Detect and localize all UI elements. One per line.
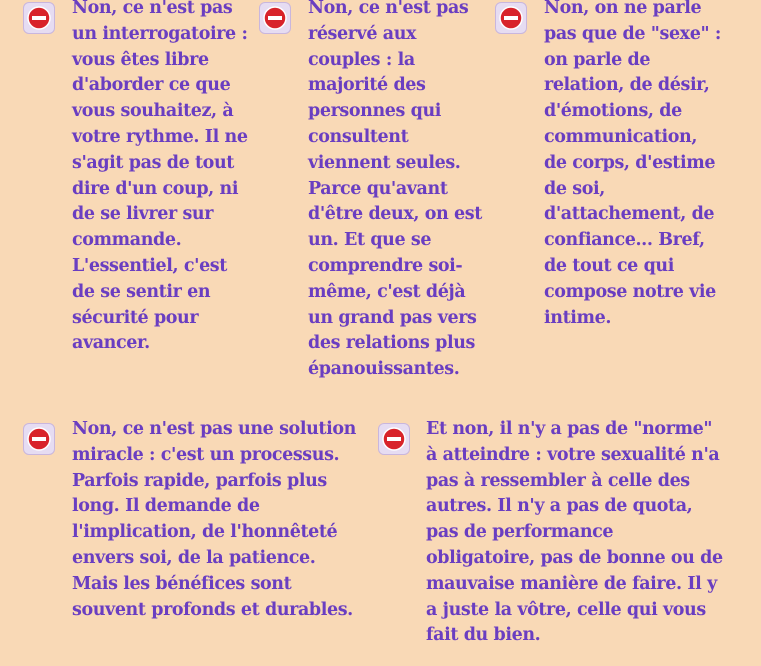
no-entry-icon bbox=[378, 423, 410, 455]
no-entry-icon bbox=[495, 2, 527, 34]
card-text: Non, ce n'est pas un interrogatoire : vous êtes libre d'aborder ce que vous souhaitez, à votre rythme. Il ne s'agit pas de tout dire d'un coup, ni de se livrer sur commande. L'essentiel, c'est de se sentir en sécurité pour avancer. bbox=[72, 0, 248, 354]
card-text: Non, on ne parle pas que de "sexe" : on parle de relation, de désir, d'émotions, de communication, de corps, d'estime de soi, d'attachement, de confiance... Bref, de tout ce qui compose notre vie intime. bbox=[544, 0, 721, 328]
no-entry-icon bbox=[23, 2, 55, 34]
card-text: Et non, il n'y a pas de "norme" à atteindre : votre sexualité n'a pas à ressembler à celle des autres. Il n'y a pas de quota, pas de performance obligatoire, pas de bonne ou de mauvaise manière de faire. Il y a juste la vôtre, celle qui vous fait du bien. bbox=[426, 419, 723, 646]
card-text: Non, ce n'est pas réservé aux couples : la majorité des personnes qui consultent viennent seules. Parce qu'avant d'être deux, on est un. Et que se comprendre soi-même, c'est déjà un grand pas vers des relations plus épanouissantes. bbox=[308, 0, 482, 380]
no-entry-icon bbox=[23, 423, 55, 455]
no-entry-icon bbox=[259, 2, 291, 34]
card-text: Non, ce n'est pas une solution miracle : c'est un processus. Parfois rapide, parfois plus long. Il demande de l'implication, de l'honnêteté envers soi, de la patience. Mais les bénéfices sont souvent profonds et durables. bbox=[72, 419, 356, 620]
